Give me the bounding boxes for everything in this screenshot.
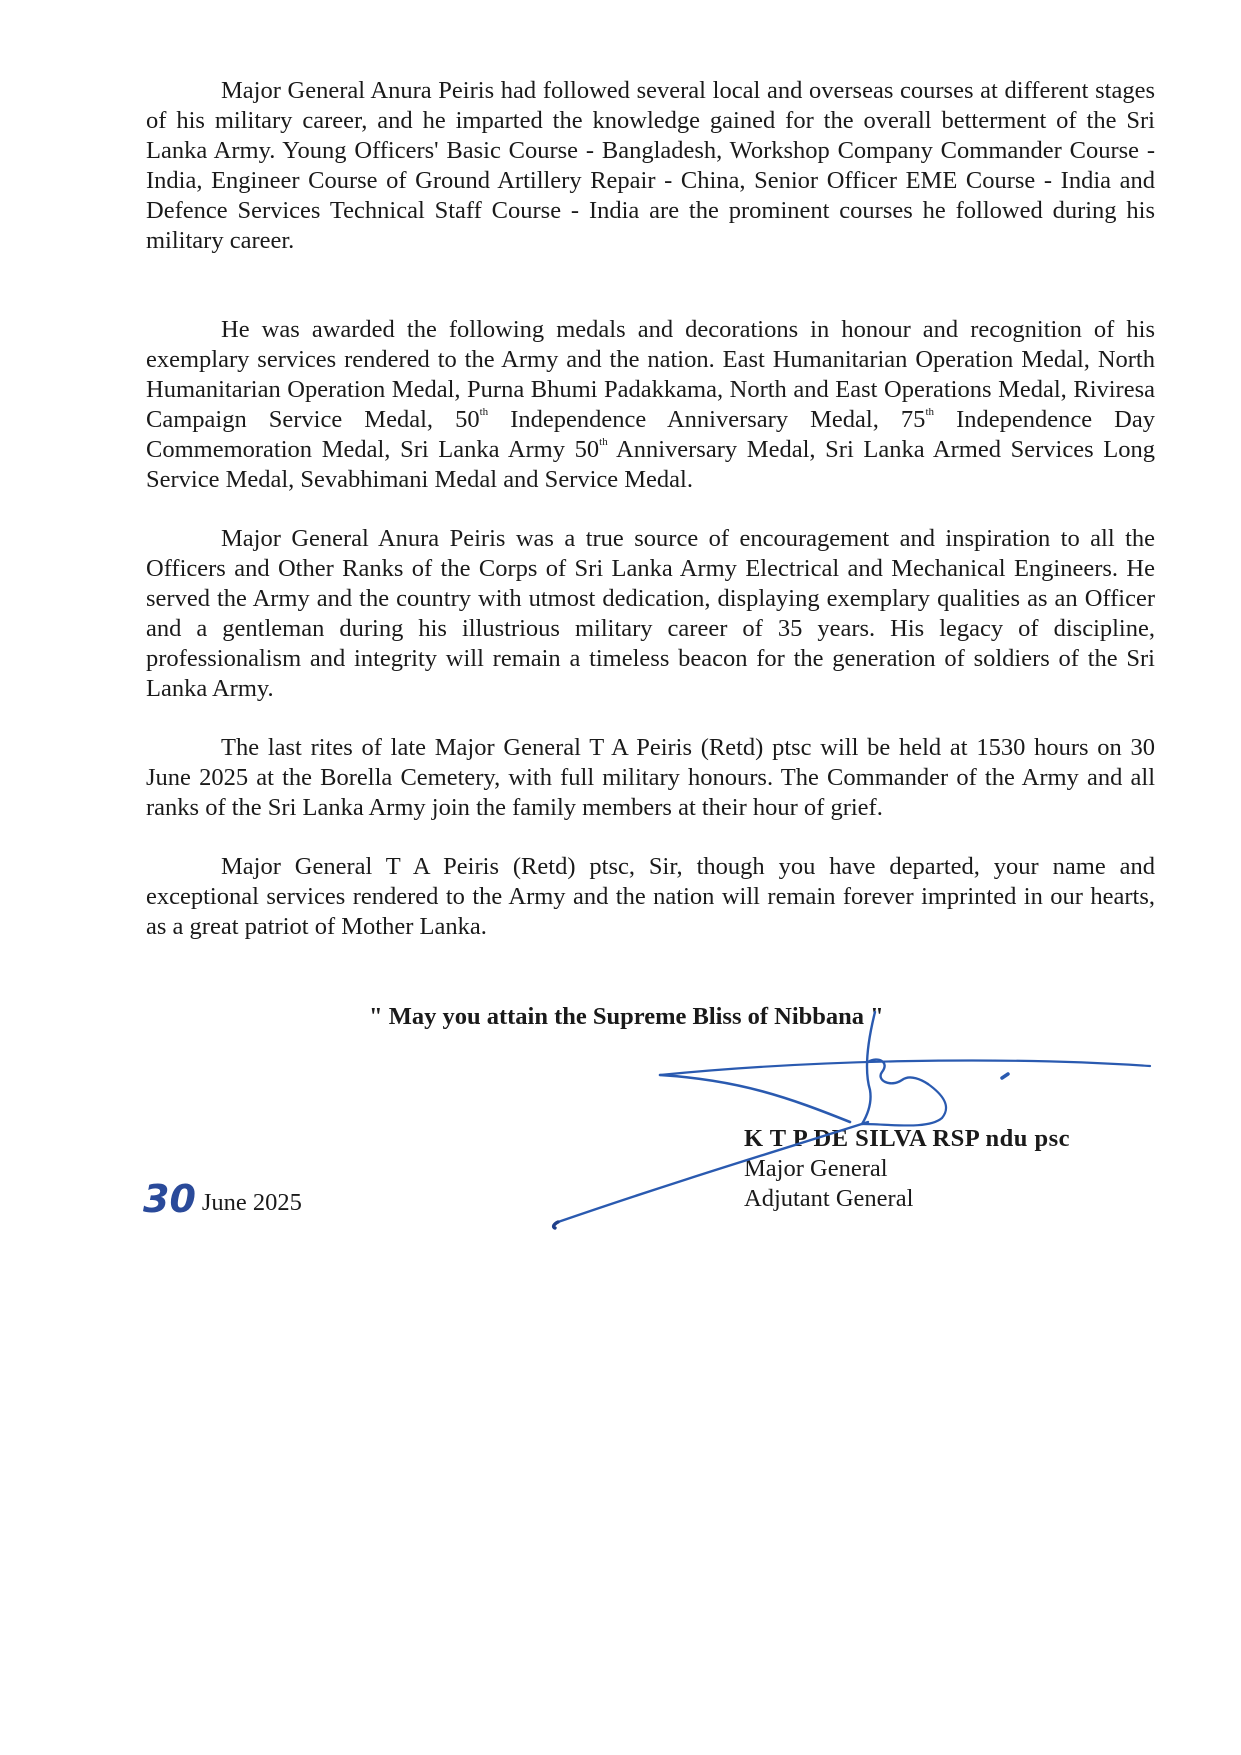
- paragraph-courses: Major General Anura Peiris had followed several local and overseas courses at different stages of his military career, and he imparted the knowledge gained for the overall betterment of the Sri Lanka Army. Young Officers' Basic Course - Bangladesh, Workshop Company Commander Course - India, Engineer Course of Ground Artillery Repair - China, Senior Officer EME Course - India and Defence Services Technical Staff Course - India are the prominent courses he followed during his military career.: [146, 77, 1155, 254]
- medals-text-1: He was awarded the following medals and decorations in honour and recognition of his exemplary services rendered to the Army and the nation. East Humanitarian Operation Medal, North Humanitarian Operation Medal, Purna Bhumi Padakkama, North and East Operations Medal, Riviresa Campaign Service Medal, 50: [146, 316, 1155, 433]
- paragraph-legacy: Major General Anura Peiris was a true source of encouragement and inspiration to all the Officers and Other Ranks of the Corps of Sri Lanka Army Electrical and Mechanical Engineers. He served the Army and the country with utmost dedication, displaying exemplary qualities as an Officer and a gentleman during his illustrious military career of 35 years. His legacy of discipline, professionalism and integrity will remain a timeless beacon for the generation of soldiers of the Sri Lanka Army.: [146, 525, 1155, 702]
- signer-name: K T P DE SILVA RSP ndu psc: [744, 1125, 1071, 1152]
- paragraph-farewell: Major General T A Peiris (Retd) ptsc, Sir, though you have departed, your name and exceptional services rendered to the Army and the nation will remain forever imprinted in our hearts, as a great patriot of Mother Lanka.: [146, 853, 1155, 940]
- signer-block: [744, 1124, 1070, 1214]
- signer-title: Adjutant General: [744, 1185, 914, 1212]
- medals-text-4: Anniversary Medal, Sri Lanka Armed Services Long Service Medal, Sevabhimani Medal and Service Medal.: [146, 436, 1155, 493]
- medals-text-3: Independence Day Commemoration Medal, Sri Lanka Army 50: [146, 406, 1155, 463]
- handwritten-day: 30: [143, 1177, 196, 1221]
- blessing-line: " May you attain the Supreme Bliss of Nibbana ": [369, 1003, 884, 1030]
- signer-rank: Major General: [744, 1155, 888, 1182]
- paragraph-last-rites: The last rites of late Major General T A Peiris (Retd) ptsc will be held at 1530 hours on 30 June 2025 at the Borella Cemetery, with full military honours. The Commander of the Army and all ranks of the Sri Lanka Army join the family members at their hour of grief.: [146, 734, 1155, 821]
- medals-text-2: Independence Anniversary Medal, 75: [488, 406, 926, 433]
- paragraph-medals: [146, 315, 1155, 495]
- ordinal-suffix: th: [479, 406, 489, 418]
- date-line: [143, 1177, 302, 1221]
- ordinal-suffix: th: [599, 436, 608, 448]
- ordinal-suffix: th: [925, 406, 934, 418]
- date-month-year: June 2025: [201, 1189, 302, 1216]
